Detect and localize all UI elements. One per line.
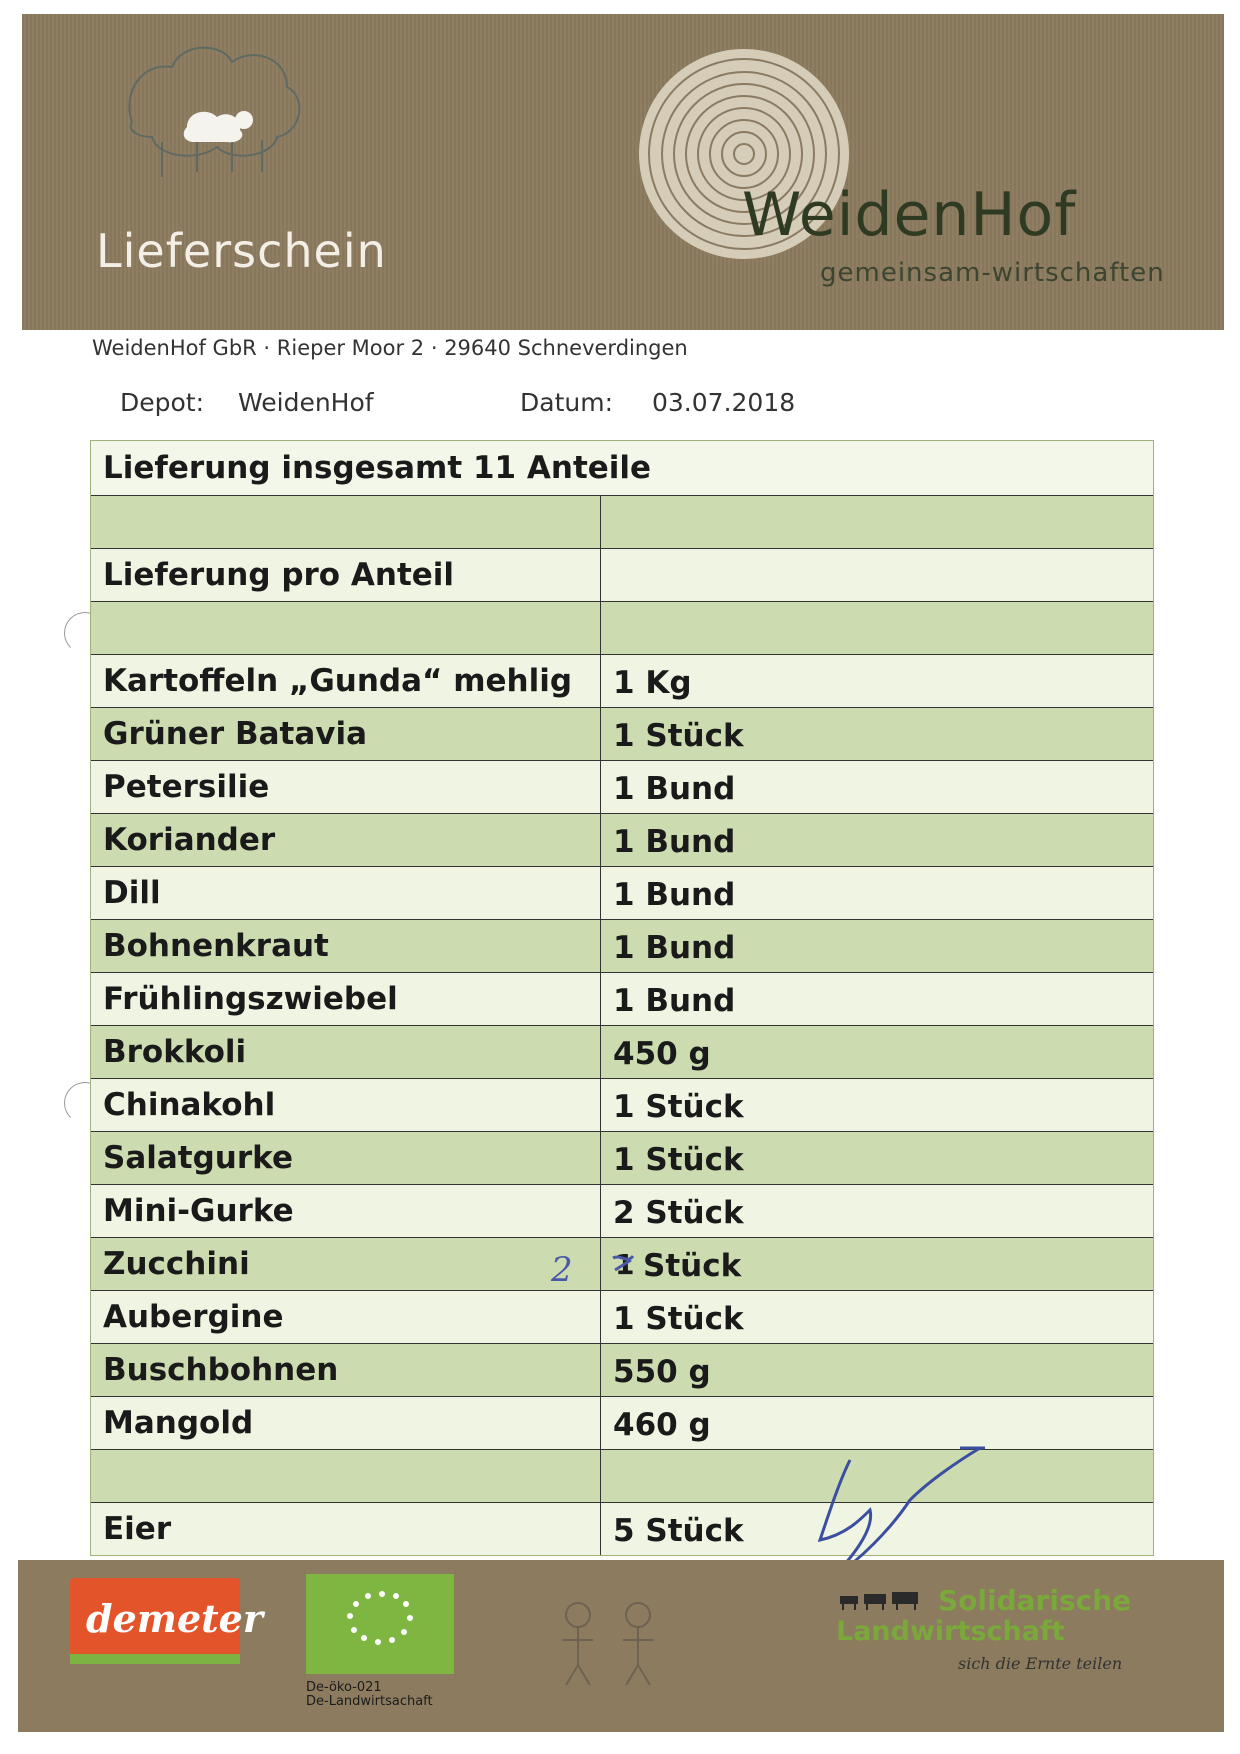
item-quantity: Stück bbox=[643, 1248, 742, 1284]
table-row bbox=[91, 1503, 1153, 1555]
table-row bbox=[91, 1397, 1153, 1450]
item-name: Mini-Gurke bbox=[91, 1185, 601, 1237]
item-name: Bohnenkraut bbox=[91, 920, 601, 972]
total-shares-heading: Lieferung insgesamt 11 Anteile bbox=[103, 450, 652, 486]
table-row bbox=[91, 708, 1153, 761]
crossed-out-digit-icon bbox=[611, 1250, 635, 1278]
item-name: Salatgurke bbox=[91, 1132, 601, 1184]
table-row bbox=[91, 1291, 1153, 1344]
item-quantity: 450 g bbox=[613, 1036, 711, 1072]
figures-illustration-icon bbox=[538, 1590, 698, 1690]
svg-text:1: 1 bbox=[615, 1250, 635, 1278]
document-title: Lieferschein bbox=[96, 224, 387, 278]
spacer-row bbox=[91, 602, 1153, 655]
item-quantity: 1 Bund bbox=[613, 877, 736, 913]
handwritten-correction: 2 bbox=[551, 1250, 573, 1290]
item-name: Chinakohl bbox=[91, 1079, 601, 1131]
item-quantity: 1 Stück bbox=[613, 1142, 744, 1178]
item-name: Buschbohnen bbox=[91, 1344, 601, 1396]
item-quantity: 460 g bbox=[613, 1407, 711, 1443]
sender-address: WeidenHof GbR · Rieper Moor 2 · 29640 Schneverdingen bbox=[92, 336, 688, 360]
spacer-row bbox=[91, 1450, 1153, 1503]
per-share-heading: Lieferung pro Anteil bbox=[91, 549, 601, 601]
item-quantity: 1 Stück bbox=[613, 1301, 744, 1337]
table-row bbox=[91, 814, 1153, 867]
table-row bbox=[91, 1079, 1153, 1132]
item-name: Dill bbox=[91, 867, 601, 919]
depot-label: Depot: bbox=[120, 388, 205, 417]
demeter-stripe bbox=[70, 1654, 240, 1664]
item-quantity: 550 g bbox=[613, 1354, 711, 1390]
item-quantity: 1 Stück bbox=[613, 1089, 744, 1125]
brand-name: WeidenHof bbox=[742, 180, 1077, 250]
eu-origin-label: De-Landwirtsachaft bbox=[306, 1694, 433, 1709]
table-row bbox=[91, 761, 1153, 814]
spacer-row bbox=[91, 496, 1153, 549]
item-name: Zucchini bbox=[103, 1246, 250, 1282]
table-row bbox=[91, 1344, 1153, 1397]
solawi-line-2: Landwirtschaft bbox=[836, 1616, 1065, 1647]
date-label: Datum: bbox=[520, 388, 613, 417]
brand-tagline: gemeinsam-wirtschaften bbox=[820, 258, 1165, 288]
sheep-illustration-icon bbox=[112, 32, 322, 192]
table-row bbox=[91, 920, 1153, 973]
item-quantity: 1 Stück bbox=[613, 718, 744, 754]
item-name: Grüner Batavia bbox=[91, 708, 601, 760]
item-name: Frühlingszwiebel bbox=[91, 973, 601, 1025]
item-quantity: 1 Kg bbox=[613, 665, 692, 701]
total-shares-row bbox=[91, 441, 1153, 496]
item-name: Aubergine bbox=[91, 1291, 601, 1343]
item-name: Eier bbox=[91, 1503, 601, 1555]
item-quantity: 1 Bund bbox=[613, 771, 736, 807]
date-value: 03.07.2018 bbox=[652, 388, 796, 417]
item-name: Kartoffeln „Gunda“ mehlig bbox=[91, 655, 601, 707]
table-row bbox=[91, 1238, 1153, 1291]
item-quantity: 1 Bund bbox=[613, 930, 736, 966]
table-row bbox=[91, 973, 1153, 1026]
solawi-slogan: sich die Ernte teilen bbox=[958, 1654, 1123, 1673]
table-row bbox=[91, 1185, 1153, 1238]
farm-animals-icon bbox=[838, 1586, 934, 1612]
item-quantity: 5 Stück bbox=[613, 1513, 744, 1549]
depot-value: WeidenHof bbox=[238, 388, 374, 417]
per-share-row bbox=[91, 549, 1153, 602]
table-row bbox=[91, 867, 1153, 920]
eu-control-code: De-öko-021 bbox=[306, 1680, 382, 1695]
header-banner bbox=[22, 14, 1224, 330]
item-name: Brokkoli bbox=[91, 1026, 601, 1078]
eu-organic-leaf-icon bbox=[306, 1574, 454, 1674]
demeter-wordmark: demeter bbox=[86, 1596, 263, 1641]
delivery-table bbox=[90, 440, 1154, 1556]
item-name: Koriander bbox=[91, 814, 601, 866]
item-name: Petersilie bbox=[91, 761, 601, 813]
item-quantity: 1 Bund bbox=[613, 983, 736, 1019]
table-row bbox=[91, 655, 1153, 708]
table-row bbox=[91, 1026, 1153, 1079]
solawi-line-1: Solidarische bbox=[938, 1584, 1132, 1617]
table-row bbox=[91, 1132, 1153, 1185]
footer-banner bbox=[18, 1560, 1224, 1732]
item-name: Mangold bbox=[91, 1397, 601, 1449]
item-quantity: 2 Stück bbox=[613, 1195, 744, 1231]
item-quantity: 1 Bund bbox=[613, 824, 736, 860]
